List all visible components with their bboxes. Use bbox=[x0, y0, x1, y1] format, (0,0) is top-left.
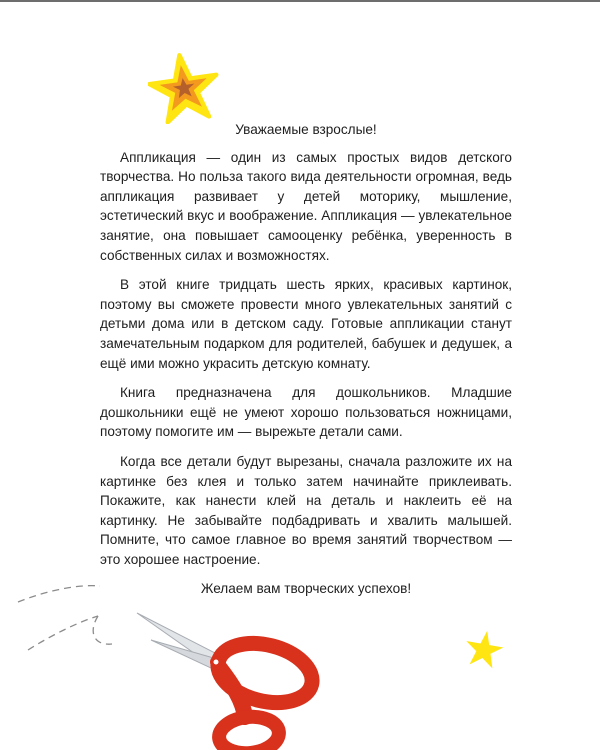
paragraph-book-contents: В этой книге тридцать шесть ярких, красивых картинок, поэтому вы сможете провести много увлекательных занятий с детьми дома или в детском саду. Готовые аппликации станут замечательным подарком для родителей, бабушек и дедушек, а ещё ими можно украсить детскую комнату. bbox=[100, 277, 512, 371]
paragraph-applique-benefits: Аппликация — один из самых простых видов детского творчества. Но польза такого вида деятельности огромная, ведь аппликация развивает у детей моторику, мышление, эстетический вкус и воображение. Аппликация — увлекательное занятие, она повышает самооценку ребёнка, уверенность в собственных силах и возможностях. bbox=[100, 149, 512, 263]
star-icon-small bbox=[464, 629, 504, 669]
paragraph-audience: Книга предназначена для дошкольников. Младшие дошкольники ещё не умеют хорошо пользоваться ножницами, поэтому помогите им — вырежьте детали сами. bbox=[100, 385, 512, 440]
intro-text bbox=[100, 120, 512, 599]
star-icon-top bbox=[148, 52, 220, 124]
paragraph-instructions: Когда все детали будут вырезаны, сначала разложите их на картинке без клея и только затем начинайте приклеивать. Покажите, как нанести клей на деталь и наклеить её на картинку. Не забывайте подбадривать и хвалить малышей. Помните, что самое главное во время занятий творчеством — это хорошее настроение. bbox=[100, 453, 512, 567]
page-heading: Уважаемые взрослые! bbox=[235, 122, 377, 137]
closing-wish: Желаем вам творческих успехов! bbox=[200, 581, 412, 597]
top-rule bbox=[0, 0, 600, 2]
scissors-icon bbox=[115, 585, 375, 750]
